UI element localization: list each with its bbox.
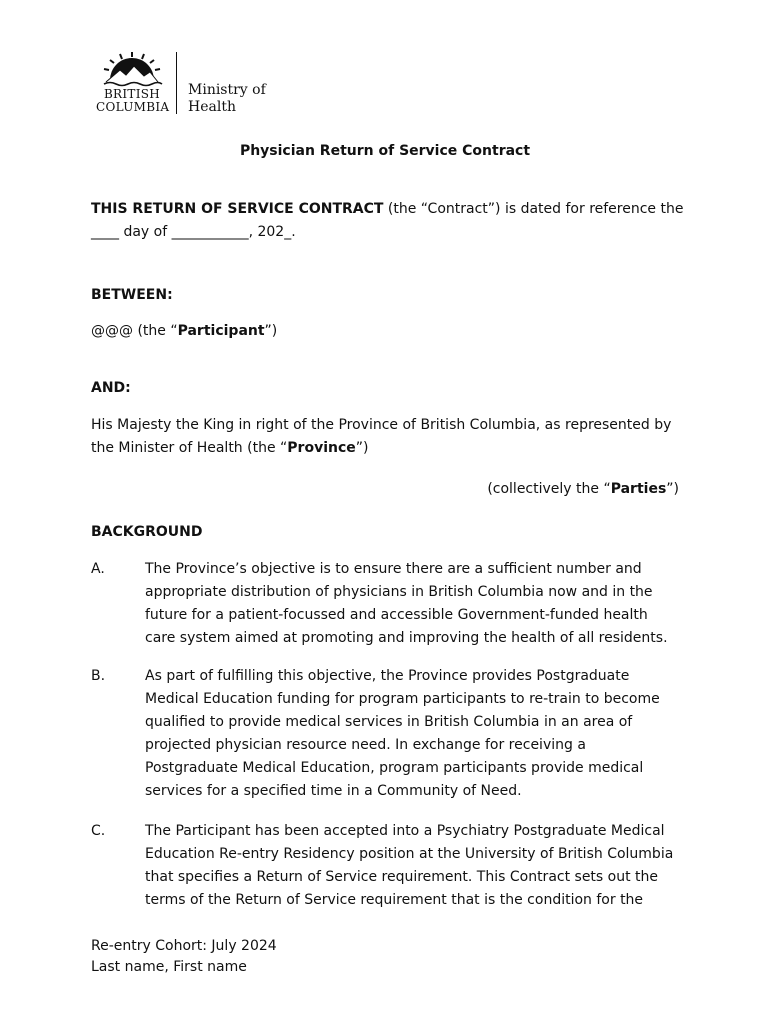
parties-prefix: (collectively the “ bbox=[487, 481, 611, 497]
item-line: future for a patient-focussed and accessible Government-funded health bbox=[145, 607, 648, 623]
participant-bold: Participant bbox=[177, 323, 265, 339]
footer-cohort: Re-entry Cohort: July 2024 bbox=[91, 938, 277, 954]
item-line: services for a specified time in a Community of Need. bbox=[145, 783, 522, 799]
intro-line-2: ____ day of ___________, 202_. bbox=[91, 224, 296, 240]
participant-suffix: ”) bbox=[264, 323, 278, 339]
item-line: terms of the Return of Service requirement that is the condition for the bbox=[145, 892, 644, 908]
item-line: The Participant has been accepted into a Psychiatry Postgraduate Medical bbox=[145, 823, 665, 839]
province-bold: Province bbox=[287, 440, 356, 456]
item-line: that specifies a Return of Service requirement. This Contract sets out the bbox=[145, 869, 659, 885]
ministry-line-2: Health bbox=[188, 99, 236, 115]
parties-line bbox=[487, 478, 679, 501]
item-line: Education Re-entry Residency position at the University of British Columbia bbox=[145, 846, 674, 862]
and-label: AND: bbox=[91, 380, 131, 396]
between-label: BETWEEN: bbox=[91, 287, 173, 303]
intro-paragraph bbox=[91, 198, 691, 244]
parties-suffix: ”) bbox=[666, 481, 679, 497]
province-paragraph bbox=[91, 414, 701, 460]
item-line: Postgraduate Medical Education, program participants provide medical bbox=[145, 760, 644, 776]
background-label: BACKGROUND bbox=[91, 524, 203, 540]
parties-bold: Parties bbox=[610, 481, 667, 497]
item-body bbox=[145, 820, 705, 912]
item-body bbox=[145, 558, 685, 650]
item-line: qualified to provide medical services in British Columbia in an area of bbox=[145, 714, 633, 730]
intro-line-1 bbox=[91, 198, 691, 221]
intro-rest: (the “Contract”) is dated for reference the bbox=[383, 201, 684, 217]
participant-line bbox=[91, 320, 691, 343]
item-letter: A. bbox=[91, 561, 105, 577]
document-title: Physician Return of Service Contract bbox=[239, 143, 531, 159]
province-line-1: His Majesty the King in right of the Province of British Columbia, as represented by bbox=[91, 417, 672, 433]
item-line: projected physician resource need. In exchange for receiving a bbox=[145, 737, 586, 753]
page-footer bbox=[91, 936, 277, 978]
item-line: Medical Education funding for program participants to re-train to become bbox=[145, 691, 660, 707]
ministry-line-1: Ministry of bbox=[188, 82, 266, 98]
item-letter: B. bbox=[91, 668, 106, 684]
footer-name: Last name, First name bbox=[91, 959, 247, 975]
item-letter: C. bbox=[91, 823, 106, 839]
intro-bold: THIS RETURN OF SERVICE CONTRACT bbox=[91, 201, 384, 217]
item-body bbox=[145, 665, 685, 803]
participant-prefix: @@@ (the “ bbox=[91, 323, 178, 339]
item-line: As part of fulfilling this objective, the Province provides Postgraduate bbox=[145, 668, 630, 684]
item-line: appropriate distribution of physicians in British Columbia now and in the bbox=[145, 584, 653, 600]
province-suffix: ”) bbox=[355, 440, 369, 456]
logo-line-british: BRITISH bbox=[103, 87, 161, 101]
item-line: The Province’s objective is to ensure there are a sufficient number and bbox=[145, 561, 642, 577]
province-prefix: the Minister of Health (the “ bbox=[91, 440, 288, 456]
bc-sun-mountain-icon bbox=[96, 50, 168, 88]
logo-divider bbox=[176, 52, 177, 114]
logo-line-columbia: COLUMBIA bbox=[96, 100, 170, 114]
province-line-2 bbox=[91, 437, 701, 460]
logo-wordmark bbox=[96, 88, 168, 114]
item-line: care system aimed at promoting and improving the health of all residents. bbox=[145, 630, 668, 646]
bc-ministry-logo bbox=[96, 50, 276, 118]
ministry-name bbox=[188, 82, 266, 116]
